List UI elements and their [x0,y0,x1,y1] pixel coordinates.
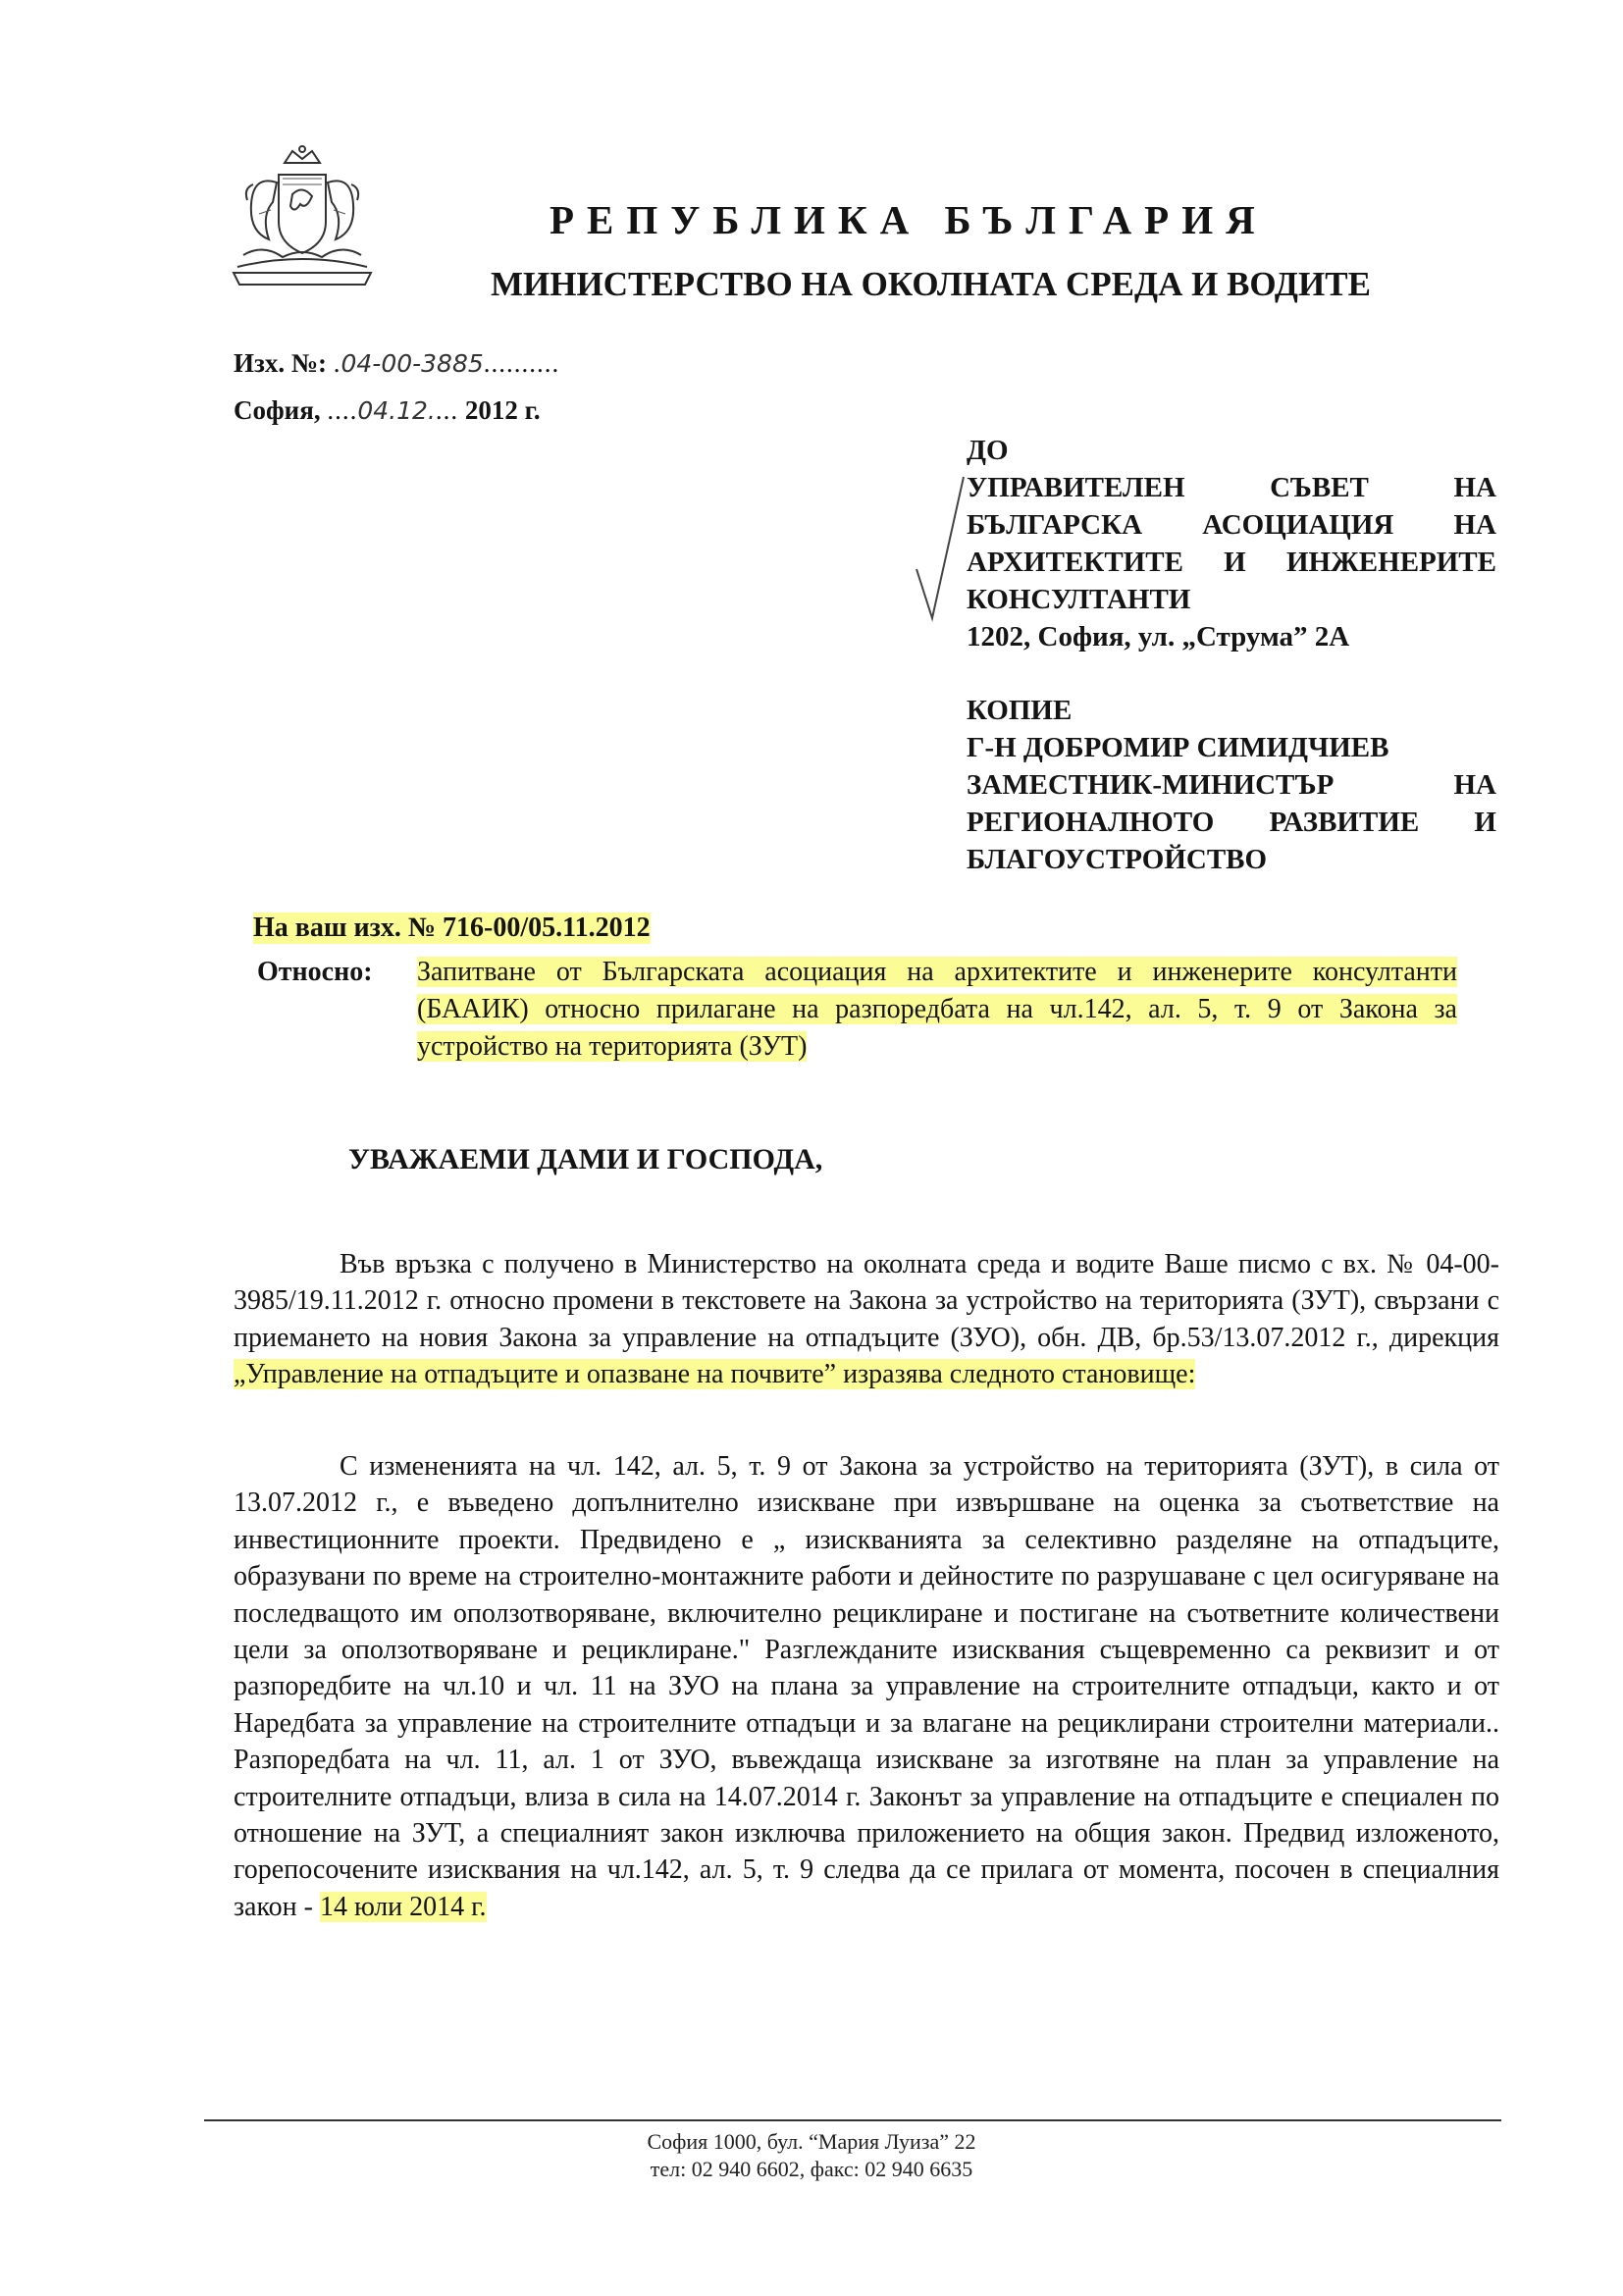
copy-block [967,692,1496,878]
your-reference: На ваш изх. № 716-00/05.11.2012 [253,913,651,943]
copy-label: КОПИЕ [967,695,1073,726]
addressee-line: АРХИТЕКТИТЕ И ИНЖЕНЕРИТЕ [967,547,1496,578]
outgoing-number: Изх. №: .04-00-3885.......... [234,348,560,378]
outgoing-number-value: 04-00-3885 [340,349,484,378]
country-title: РЕПУБЛИКА БЪЛГАРИЯ [550,197,1268,242]
date-label: София, [234,395,321,425]
highlighted-text: 14 юли 2014 г. [319,1891,487,1922]
subject-text [417,954,1457,1066]
to-label: ДО [967,435,1009,466]
addressee-line: БЪЛГАРСКА АСОЦИАЦИЯ НА [967,509,1496,541]
copy-line: РЕГИОНАЛНОТО РАЗВИТИЕ И [967,807,1496,838]
footer-divider [204,2119,1501,2121]
footer-contacts: тел: 02 940 6602, факс: 02 940 6635 [650,2157,973,2181]
body-paragraph-2 [234,1448,1499,1925]
coat-of-arms-emblem [224,145,381,290]
copy-line: ЗАМЕСТНИК-МИНИСТЪР НА [967,769,1496,801]
outgoing-number-label: Изх. №: [234,348,327,378]
date-year: 2012 г. [464,395,541,425]
addressee-block [967,432,1496,655]
subject-highlight: Запитване от Българската асоциация на архитектите и инженерите консултанти (БААИК) относно прилагане на разпоредбата на чл.142, ал. 5, т. 9 от Закона за устройство на територията (ЗУТ) [417,957,1457,1062]
copy-line: БЛАГОУСТРОЙСТВО [967,844,1268,875]
highlighted-text: „Управление на отпадъците и опазване на почвите” изразява следното становище: [234,1359,1196,1390]
date-value: 04.12. [357,396,436,425]
body-paragraph-1 [234,1246,1499,1393]
copy-line: Г-Н ДОБРОМИР СИМИДЧИЕВ [967,732,1389,763]
ministry-title: МИНИСТЕРСТВО НА ОКОЛНАТА СРЕДА И ВОДИТЕ [491,265,1371,303]
footer-address: София 1000, бул. “Мария Луиза” 22 [647,2129,976,2154]
addressee-address: 1202, София, ул. „Струма” 2А [967,621,1350,652]
subject-label: Относно: [257,957,373,987]
outgoing-date: София, ....04.12.... 2012 г. [234,395,541,425]
addressee-line: КОНСУЛТАНТИ [967,584,1191,615]
addressee-line: УПРАВИТЕЛЕН СЪВЕТ НА [967,472,1496,503]
paragraph-text: Във връзка с получено в Министерство на околната среда и водите Ваше писмо с вх. № 04-00-3985/19.11.2012 г. относно промени в текстовете на Закона за устройство на територията (ЗУТ), свързани с приемането на новия Закона за управление на отпадъците (ЗУО), обн. ДВ, бр.53/13.07.2012 г., дирекция [234,1249,1499,1353]
paragraph-text: С измененията на чл. 142, ал. 5, т. 9 от Закона за устройство на територията (ЗУТ), в сила от 13.07.2012 г., е въведено допълнително изискване при извършване на оценка за съответствие на инвестиционните проекти. Предвидено е „ изискванията за селективно разделяне на отпадъците, образувани по време на строително-монтажните работи и дейностите по разрушаване с цел осигуряване на последващото им оползотворяване, включително рециклиране и постигане на съответните количествени цели за оползотворяване и рециклиране." Разглежданите изисквания същевременно са реквизит и от разпоредбите на чл.10 и чл. 11 на ЗУО на плана за управление на строителните отпадъци, както и от Наредбата за управление на строителните отпадъци и за влагане на рециклирани строителни материали.. Разпоредбата на чл. 11, ал. 1 от ЗУО, въвеждаща изискване за изготвяне на план за управление на строителните отпадъци, влиза в сила на 14.07.2014 г. Законът за управление на отпадъците е специален по отношение на ЗУТ, а специалният закон изключва приложението на общия закон. Предвид изложеното, горепосочените изисквания на чл.142, ал. 5, т. 9 следва да се прилага от момента, посочен в специалния закон - [234,1451,1499,1922]
salutation: УВАЖАЕМИ ДАМИ И ГОСПОДА, [348,1143,823,1175]
check-mark-icon [913,471,971,628]
